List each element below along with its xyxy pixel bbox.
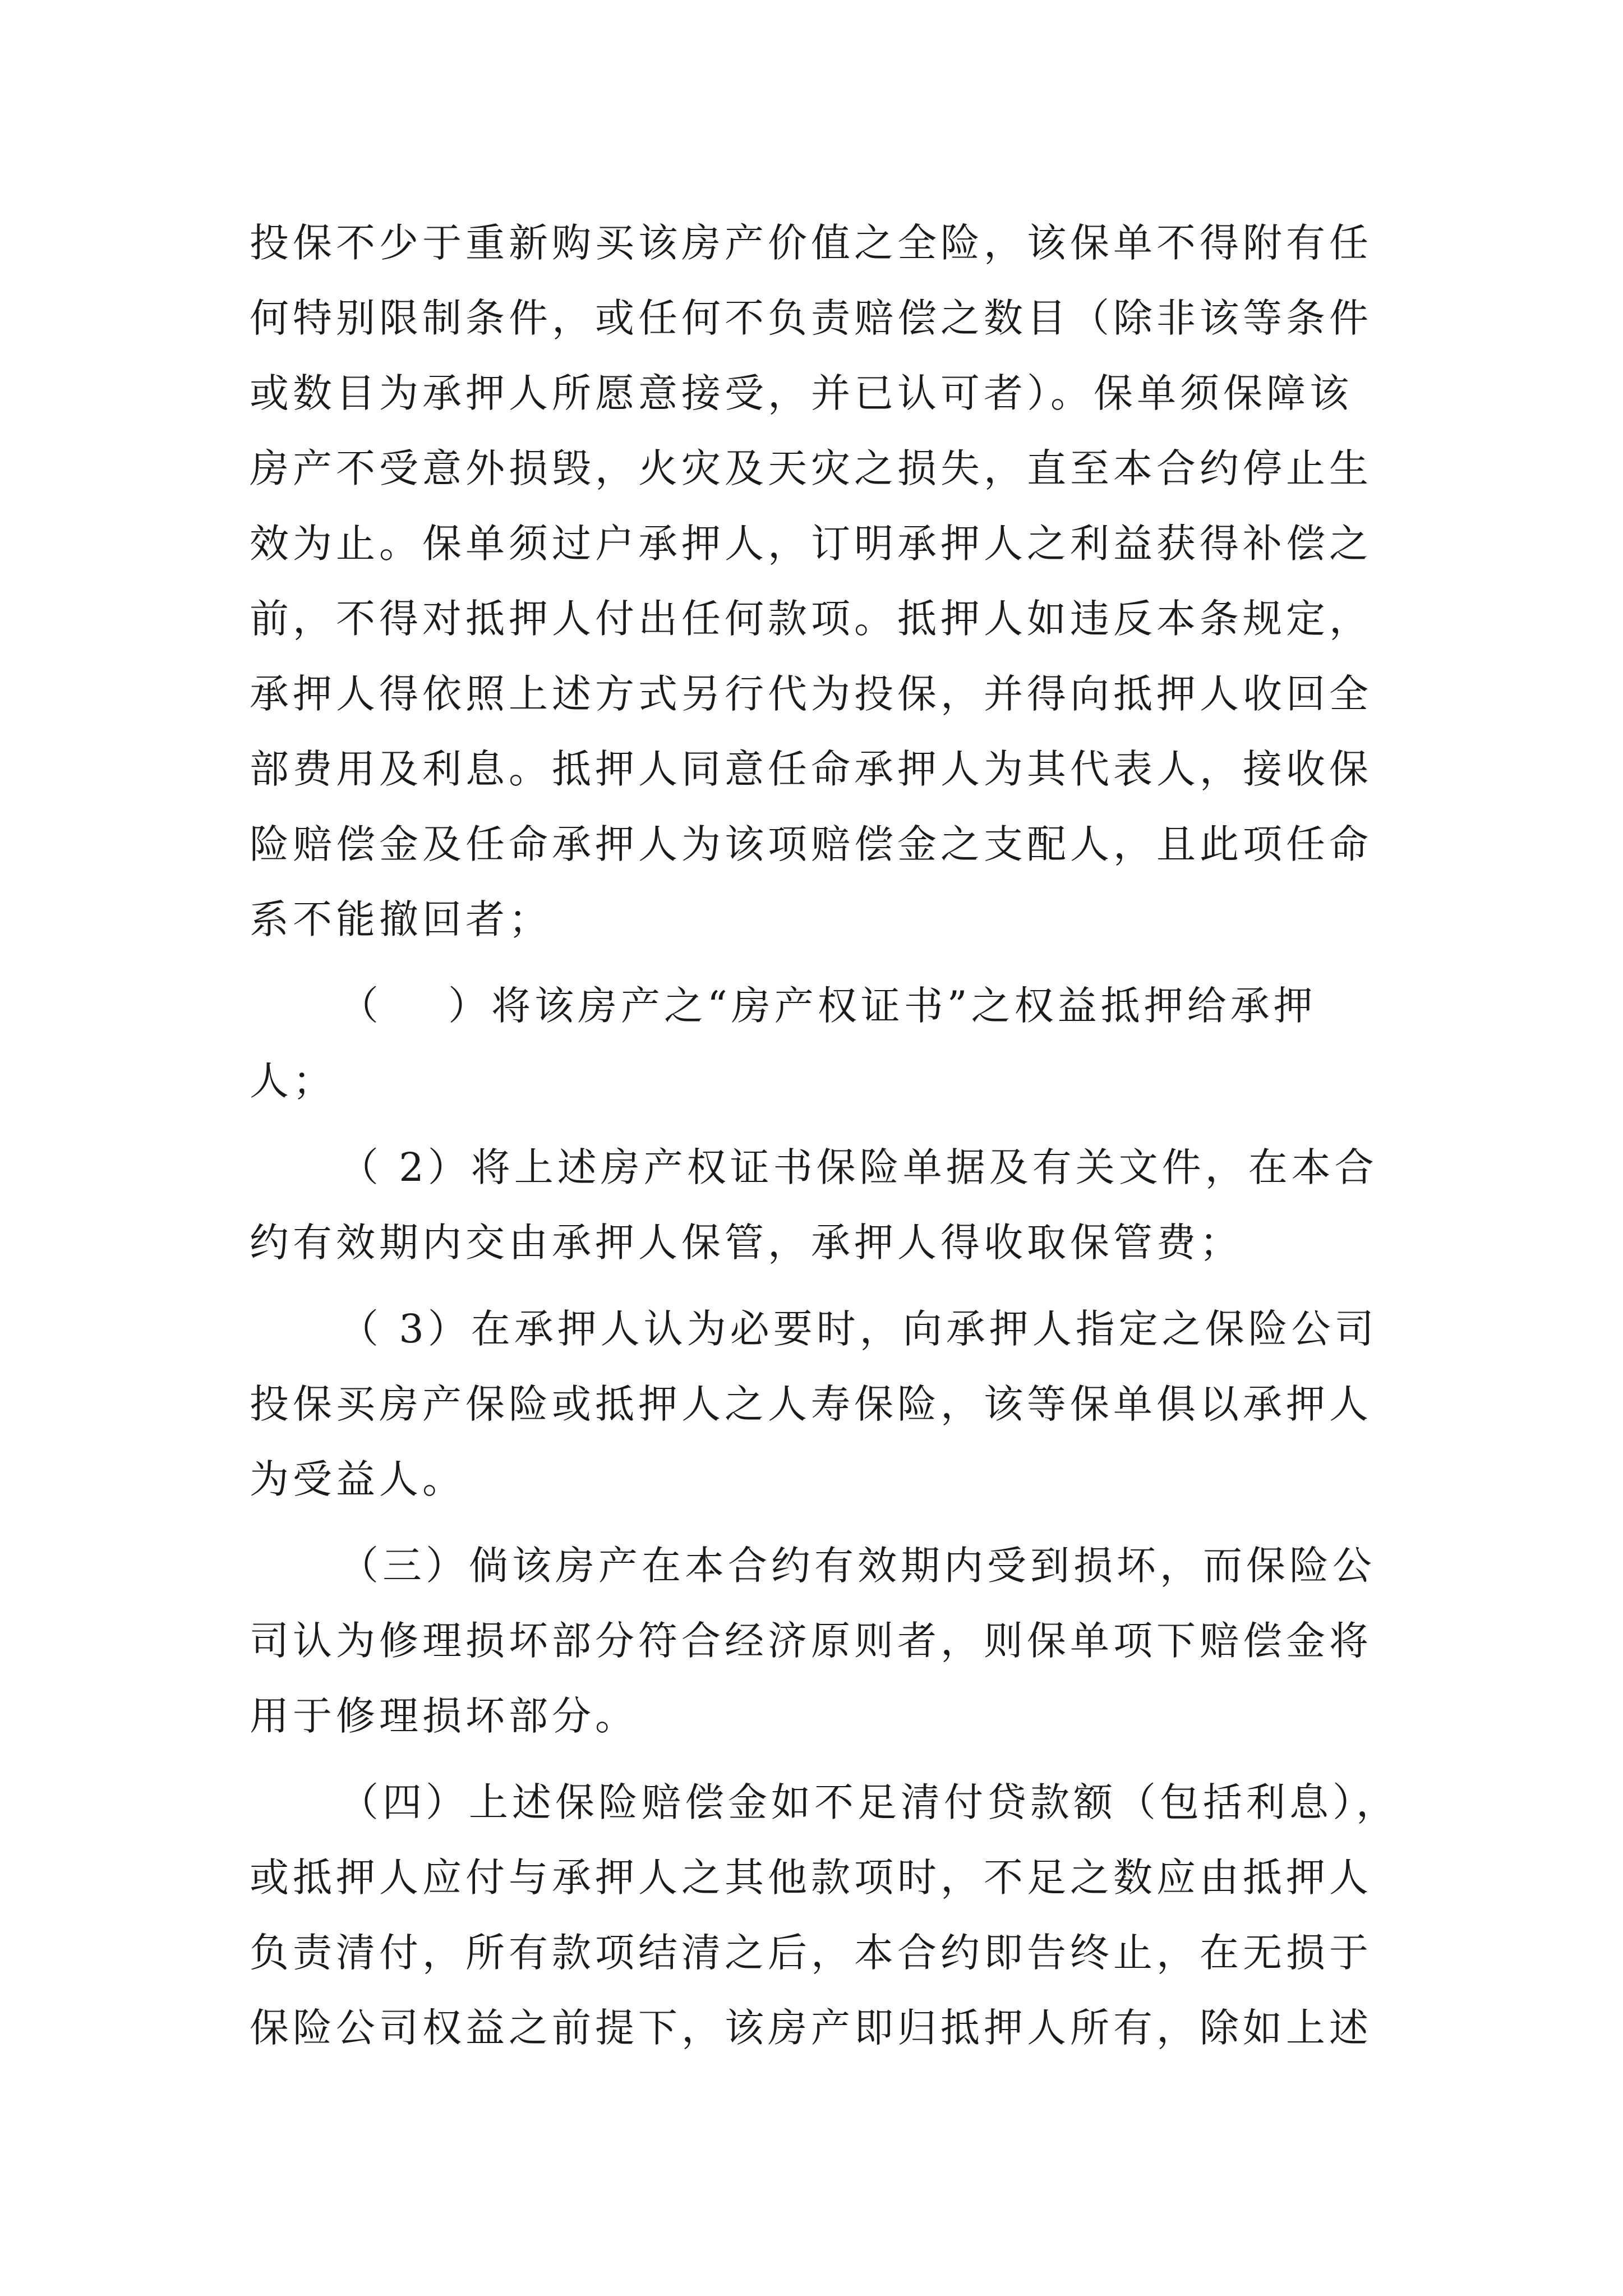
text-line: 人； — [250, 1058, 336, 1104]
text-line: 前，不得对抵押人付出任何款项。抵押人如违反本条规定， — [250, 596, 1372, 642]
text-line: 为受益人。 — [250, 1456, 465, 1502]
section-three-line: （三）倘该房产在本合约有效期内受到损坏，而保险公 — [339, 1543, 1376, 1589]
text-line: 或数目为承押人所愿意接受，并已认可者）。保单须保障该 — [250, 370, 1353, 416]
text-line: 何特别限制条件，或任何不负责赔偿之数目（除非该等条件 — [250, 295, 1372, 341]
text-line: 或抵押人应付与承押人之其他款项时，不足之数应由抵押人 — [250, 1855, 1372, 1901]
text-line: 投保买房产保险或抵押人之人寿保险，该等保单俱以承押人 — [250, 1381, 1372, 1427]
text-line: 约有效期内交由承押人保管，承押人得收取保管费； — [250, 1220, 1243, 1266]
text-line: 部费用及利息。抵押人同意任命承押人为其代表人，接收保 — [250, 746, 1372, 792]
text-line: 系不能撤回者； — [250, 896, 552, 942]
text-line: 司认为修理损坏部分符合经济原则者，则保单项下赔偿金将 — [250, 1618, 1372, 1664]
text-line: 房产不受意外损毁，火灾及天灾之损失，直至本合约停止生 — [250, 445, 1372, 491]
text-line: 效为止。保单须过户承押人，订明承押人之利益获得补偿之 — [250, 521, 1372, 567]
clause-2-line: （ 2）将上述房产权证书保险单据及有关文件，在本合 — [339, 1144, 1378, 1190]
text-line: 险赔偿金及任命承押人为该项赔偿金之支配人，且此项任命 — [250, 821, 1372, 867]
text-line: 负责清付，所有款项结清之后，本合约即告终止，在无损于 — [250, 1930, 1372, 1976]
clause-3-line: （ 3）在承押人认为必要时，向承押人指定之保险公司 — [339, 1306, 1378, 1352]
text-line: 投保不少于重新购买该房产价值之全险，该保单不得附有任 — [250, 220, 1372, 266]
text-line: 用于修理损坏部分。 — [250, 1693, 638, 1739]
clause-1-line: （ ）将该房产之“房产权证书”之权益抵押给承押 — [339, 983, 1317, 1029]
section-four-line: （四）上述保险赔偿金如不足清付贷款额（包括利息）， — [339, 1779, 1399, 1825]
text-line: 承押人得依照上述方式另行代为投保，并得向抵押人收回全 — [250, 671, 1372, 717]
text-line: 保险公司权益之前提下，该房产即归抵押人所有，除如上述 — [250, 2005, 1372, 2051]
